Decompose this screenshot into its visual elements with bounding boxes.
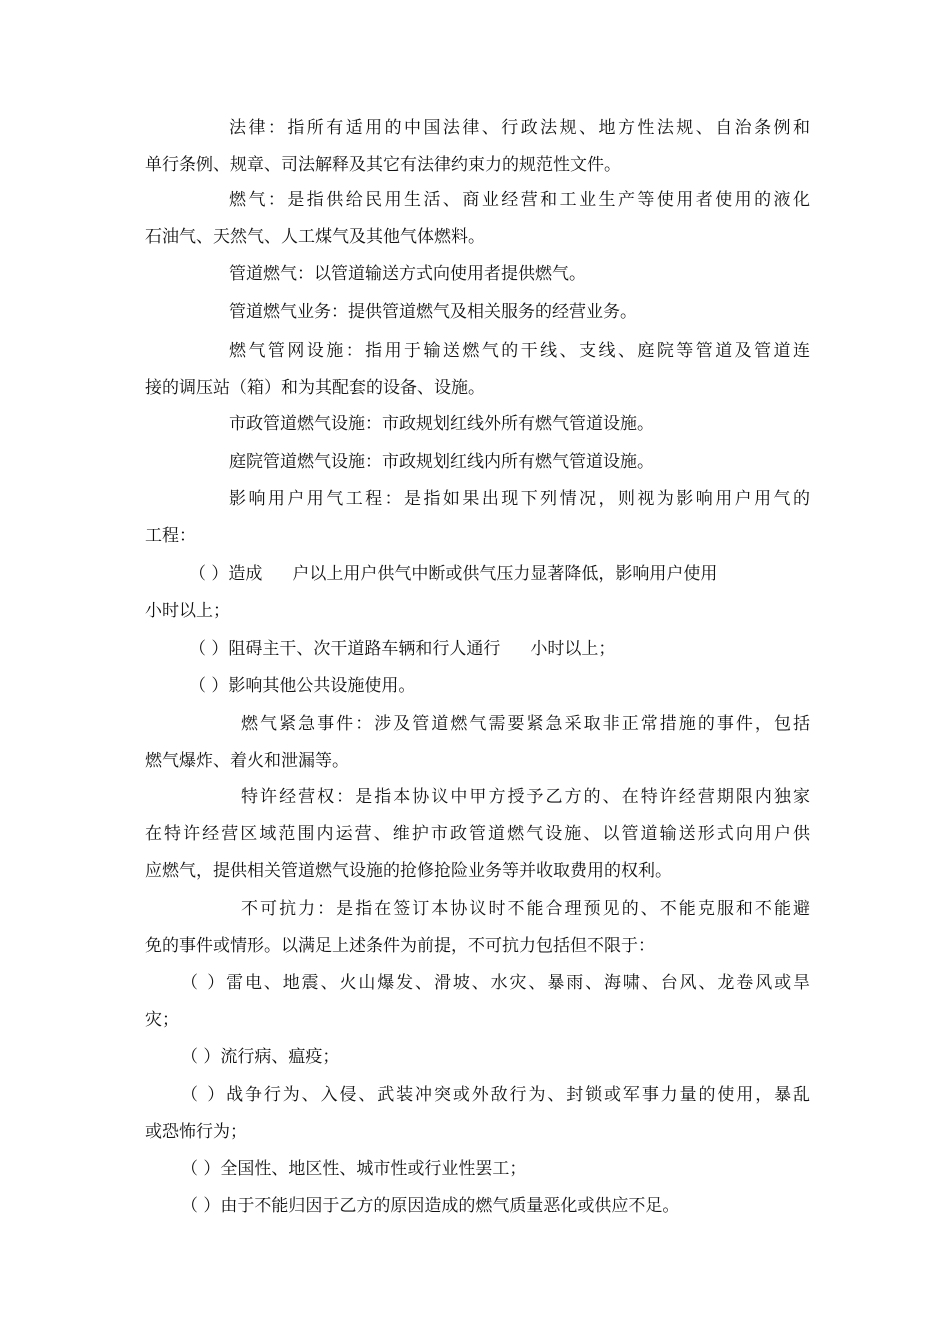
definition-municipal-facilities xyxy=(145,406,810,443)
text-line: 法律：指所有适用的中国法律、行政法规、地方性法规、自治条例和 xyxy=(229,118,810,138)
text-line: （ ）雷电、地震、火山爆发、滑坡、水灾、暴雨、海啸、台风、龙卷风或旱 xyxy=(181,973,810,993)
text-line: 庭院管道燃气设施：市政规划红线内所有燃气管道设施。 xyxy=(229,452,654,472)
definition-gas xyxy=(145,182,810,256)
definition-pipeline-gas xyxy=(145,256,810,293)
item-text: （ ）造成 xyxy=(189,564,263,584)
item-war xyxy=(145,1077,810,1151)
definition-gas-emergency xyxy=(145,706,810,780)
text-line: 燃气爆炸、着火和泄漏等。 xyxy=(145,751,349,771)
item-public-facilities xyxy=(145,668,810,705)
definition-pipeline-gas-business xyxy=(145,294,810,331)
text-line: 或恐怖行为； xyxy=(145,1122,247,1142)
text-line: 单行条例、规章、司法解释及其它有法律约束力的规范性文件。 xyxy=(145,155,621,175)
item-supply-interruption xyxy=(145,556,810,630)
definition-gas-network-facilities xyxy=(145,333,810,407)
text-line: 特许经营权：是指本协议中甲方授予乙方的、在特许经营期限内独家 xyxy=(241,787,810,807)
text-line: 石油气、天然气、人工煤气及其他气体燃料。 xyxy=(145,227,485,247)
text-line xyxy=(145,556,810,593)
text-line: 应燃气，提供相关管道燃气设施的抢修抢险业务等并收取费用的权利。 xyxy=(145,861,672,881)
item-epidemic xyxy=(145,1039,810,1076)
definition-affecting-project xyxy=(145,481,810,555)
text-line: 工程： xyxy=(145,526,196,546)
text-line: 燃气紧急事件：涉及管道燃气需要紧急采取非正常措施的事件，包括 xyxy=(241,714,810,734)
text-line: （ ）由于不能归因于乙方的原因造成的燃气质量恶化或供应不足。 xyxy=(181,1196,680,1216)
item-road-obstruction xyxy=(145,631,810,668)
text-line: （ ）流行病、瘟疫； xyxy=(181,1047,340,1067)
text-line: 不可抗力：是指在签订本协议时不能合理预见的、不能克服和不能避 xyxy=(241,899,810,919)
text-line: （ ）影响其他公共设施使用。 xyxy=(189,676,416,696)
item-text: 小时以上； xyxy=(530,639,616,659)
text-line: 市政管道燃气设施：市政规划红线外所有燃气管道设施。 xyxy=(229,414,654,434)
item-strike xyxy=(145,1151,810,1188)
definition-franchise xyxy=(145,779,810,890)
text-line: （ ）全国性、地区性、城市性或行业性罢工； xyxy=(181,1159,527,1179)
text-line: 在特许经营区域范围内运营、维护市政管道燃气设施、以管道输送形式向用户供 xyxy=(145,824,810,844)
text-line: 燃气管网设施：指用于输送燃气的干线、支线、庭院等管道及管道连 xyxy=(229,341,810,361)
text-line: 灾； xyxy=(145,1010,179,1030)
item-natural-disasters xyxy=(145,965,810,1039)
item-text: （ ）阻碍主干、次干道路车辆和行人通行 xyxy=(189,639,501,659)
item-text: 户以上用户供气中断或供气压力显著降低，影响用户使用 xyxy=(292,564,718,584)
text-line: 影响用户用气工程：是指如果出现下列情况，则视为影响用户用气的 xyxy=(229,489,810,509)
text-line: 接的调压站（箱）和为其配套的设备、设施。 xyxy=(145,378,485,398)
text-line: 燃气：是指供给民用生活、商业经营和工业生产等使用者使用的液化 xyxy=(229,190,810,210)
definition-law xyxy=(145,110,810,184)
text-line: （ ）战争行为、入侵、武装冲突或外敌行为、封锁或军事力量的使用，暴乱 xyxy=(181,1085,810,1105)
definition-courtyard-facilities xyxy=(145,444,810,481)
definition-force-majeure xyxy=(145,891,810,965)
item-gas-quality xyxy=(145,1188,810,1225)
text-line: 免的事件或情形。以满足上述条件为前提，不可抗力包括但不限于： xyxy=(145,936,655,956)
text-line: 小时以上； xyxy=(145,601,230,621)
text-line xyxy=(145,631,810,668)
text-line: 管道燃气：以管道输送方式向使用者提供燃气。 xyxy=(229,264,586,284)
text-line: 管道燃气业务：提供管道燃气及相关服务的经营业务。 xyxy=(229,302,637,322)
